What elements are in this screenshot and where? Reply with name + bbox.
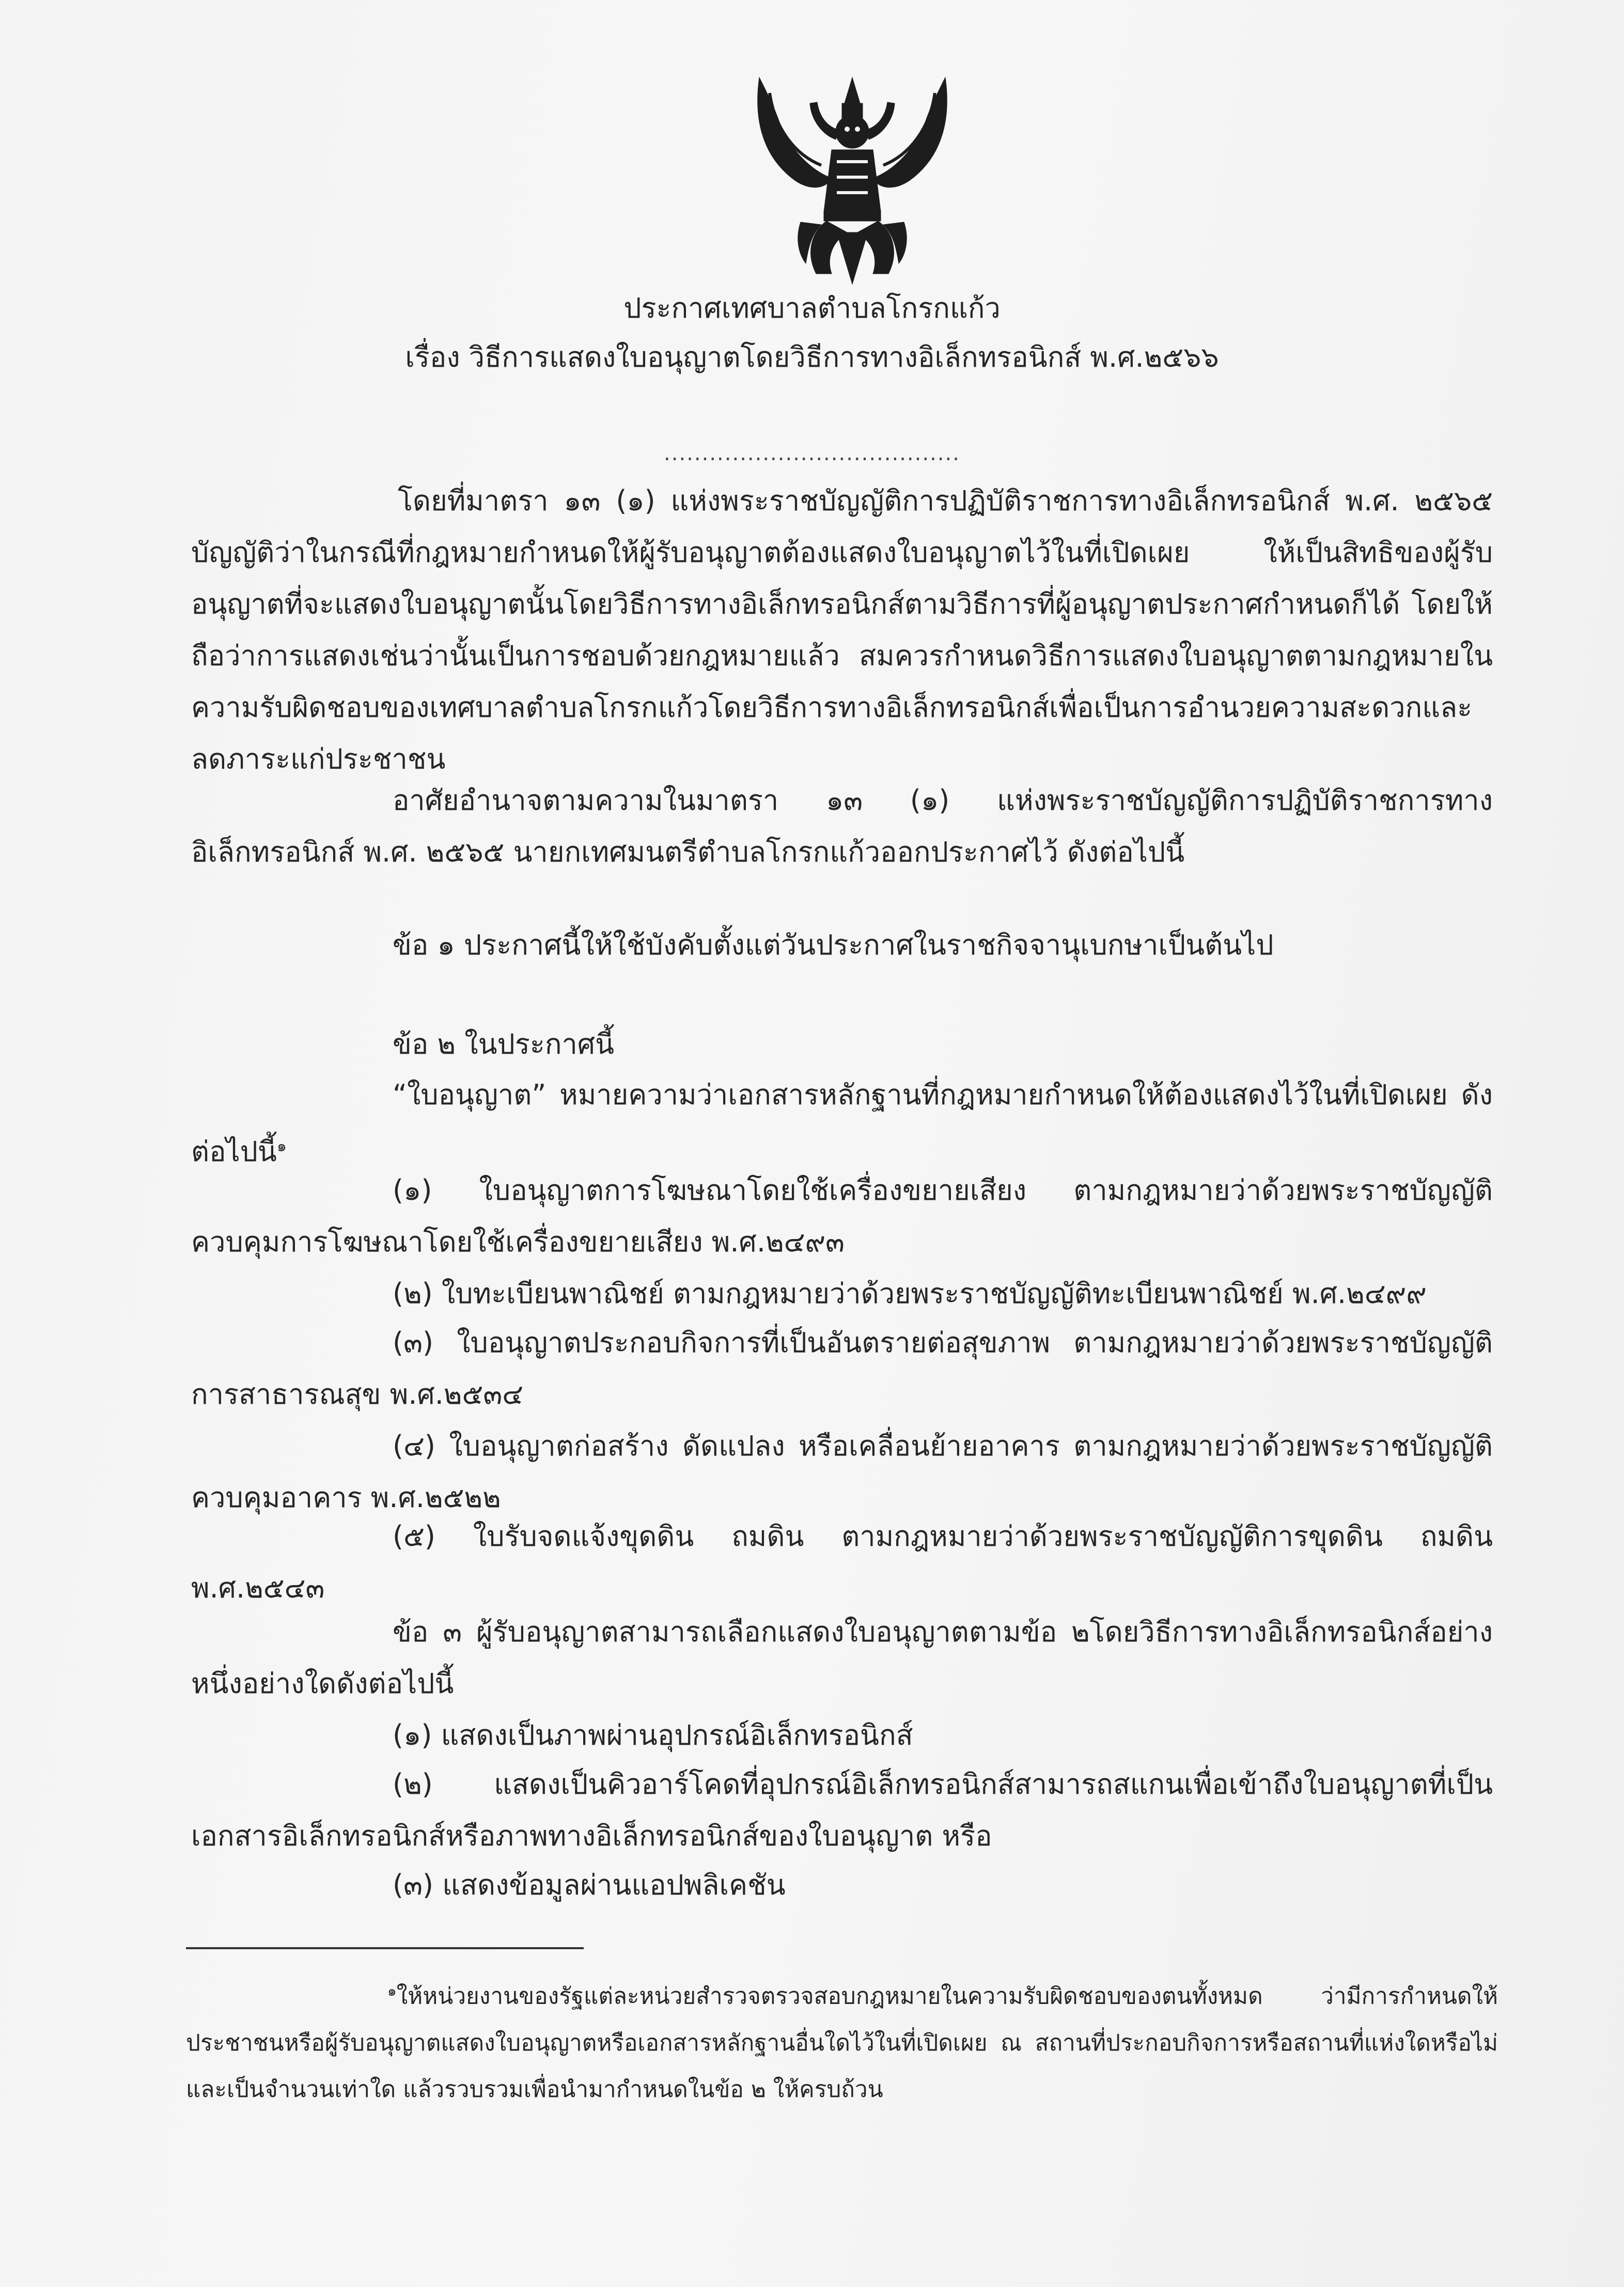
license-item-4-text: (๔) ใบอนุญาตก่อสร้าง ดัดแปลง หรือเคลื่อนย้ายอาคาร ตามกฎหมายว่าด้วยพระราชบัญญัติควบคุมอาคาร พ.ศ.๒๕๒๒	[191, 1430, 1493, 1514]
clause-2-heading: ข้อ ๒ ในประกาศนี้	[393, 1028, 615, 1060]
license-item-1	[191, 1165, 1493, 1268]
definition-text: “ใบอนุญาต” หมายความว่าเอกสารหลักฐานที่กฎหมายกำหนดให้ต้องแสดงไว้ในที่เปิดเผย ดังต่อไปนี้	[191, 1078, 1493, 1168]
clause-3	[191, 1606, 1493, 1710]
footnote-reference: ๑	[276, 1137, 287, 1155]
authority-paragraph	[191, 775, 1493, 878]
preamble-text: โดยที่มาตรา ๑๓ (๑) แห่งพระราชบัญญัติการปฏิบัติราชการทางอิเล็กทรอนิกส์ พ.ศ. ๒๕๖๕ บัญญัติว่าในกรณีที่กฎหมายกำหนดให้ผู้รับอนุญาตต้องแสดงใบอนุญาตไว้ในที่เปิดเผย ให้เป็นสิทธิของผู้รับอนุญาตที่จะแสดงใบอนุญาตนั้นโดยวิธีการทางอิเล็กทรอนิกส์ตามวิธีการที่ผู้อนุญาตประกาศกำหนดก็ได้ โดยให้ถือว่าการแสดงเช่นว่านั้นเป็นการชอบด้วยกฎหมายแล้ว สมควรกำหนดวิธีการแสดงใบอนุญาตตามกฎหมายในความรับผิดชอบของเทศบาลตำบลโกรกแก้วโดยวิธีการทางอิเล็กทรอนิกส์เพื่อเป็นการอำนวยความสะดวกและลดภาระแก่ประชาชน	[191, 484, 1493, 775]
license-item-4	[191, 1420, 1493, 1524]
method-item-3-text: (๓) แสดงข้อมูลผ่านแอปพลิเคชัน	[393, 1869, 786, 1901]
license-item-5-text: (๕) ใบรับจดแจ้งขุดดิน ถมดิน ตามกฎหมายว่าด้วยพระราชบัญญัติการขุดดิน ถมดิน พ.ศ.๒๕๔๓	[191, 1520, 1493, 1604]
method-item-2-text: (๒) แสดงเป็นคิวอาร์โคดที่อุปกรณ์อิเล็กทรอนิกส์สามารถสแกนเพื่อเข้าถึงใบอนุญาตที่เป็นเอกสารอิเล็กทรอนิกส์หรือภาพทางอิเล็กทรอนิกส์ของใบอนุญาต หรือ	[191, 1768, 1493, 1852]
method-item-1-text: (๑) แสดงเป็นภาพผ่านอุปกรณ์อิเล็กทรอนิกส์	[393, 1719, 913, 1751]
title-separator: .......................................	[664, 442, 960, 465]
footnote-divider	[186, 1947, 584, 1949]
license-item-3-text: (๓) ใบอนุญาตประกอบกิจการที่เป็นอันตรายต่อสุขภาพ ตามกฎหมายว่าด้วยพระราชบัญญัติการสาธารณสุข พ.ศ.๒๕๓๔	[191, 1326, 1493, 1411]
footnote-text: ให้หน่วยงานของรัฐแต่ละหน่วยสำรวจตรวจสอบกฎหมายในความรับผิดชอบของตนทั้งหมด ว่ามีการกำหนดให้ประชาชนหรือผู้รับอนุญาตแสดงใบอนุญาตหรือเอกสารหลักฐานอื่นใดไว้ในที่เปิดเผย ณ สถานที่ประกอบกิจการหรือสถานที่แห่งใดหรือไม่ และเป็นจำนวนเท่าใด แล้วรวบรวมเพื่อนำมากำหนดในข้อ ๒ ให้ครบถ้วน	[186, 1983, 1498, 2103]
license-item-2-text: (๒) ใบทะเบียนพาณิชย์ ตามกฎหมายว่าด้วยพระราชบัญญัติทะเบียนพาณิชย์ พ.ศ.๒๔๙๙	[393, 1277, 1427, 1310]
clause-2-definition	[191, 1069, 1493, 1178]
footnote-mark: ๑	[387, 1982, 397, 1999]
announcement-subject: เรื่อง วิธีการแสดงใบอนุญาตโดยวิธีการทางอิเล็กทรอนิกส์ พ.ศ.๒๕๖๖	[405, 341, 1219, 373]
preamble-paragraph	[191, 475, 1493, 785]
license-item-5	[191, 1511, 1493, 1614]
method-item-2	[191, 1759, 1493, 1862]
clause-1: ข้อ ๑ ประกาศนี้ให้ใช้บังคับตั้งแต่วันประกาศในราชกิจจานุเบกษาเป็นต้นไป	[393, 929, 1274, 961]
method-item-1	[191, 1710, 1493, 1761]
license-item-1-text: (๑) ใบอนุญาตการโฆษณาโดยใช้เครื่องขยายเสียง ตามกฎหมายว่าด้วยพระราชบัญญัติควบคุมการโฆษณาโดยใช้เครื่องขยายเสียง พ.ศ.๒๔๙๓	[191, 1174, 1493, 1258]
announcement-title: ประกาศเทศบาลตำบลโกรกแก้ว	[623, 292, 1001, 324]
authority-text: อาศัยอำนาจตามความในมาตรา ๑๓ (๑) แห่งพระราชบัญญัติการปฏิบัติราชการทางอิเล็กทรอนิกส์ พ.ศ. ๒๕๖๕ นายกเทศมนตรีตำบลโกรกแก้วออกประกาศไว้ ดังต่อไปนี้	[191, 784, 1493, 868]
garuda-emblem-icon	[749, 67, 956, 289]
footnote	[186, 1968, 1498, 2113]
license-item-2	[191, 1268, 1493, 1320]
clause-3-text: ข้อ ๓ ผู้รับอนุญาตสามารถเลือกแสดงใบอนุญาตตามข้อ ๒โดยวิธีการทางอิเล็กทรอนิกส์อย่างหนึ่งอย่างใดดังต่อไปนี้	[191, 1616, 1493, 1700]
method-item-3	[191, 1859, 1493, 1911]
license-item-3	[191, 1317, 1493, 1420]
